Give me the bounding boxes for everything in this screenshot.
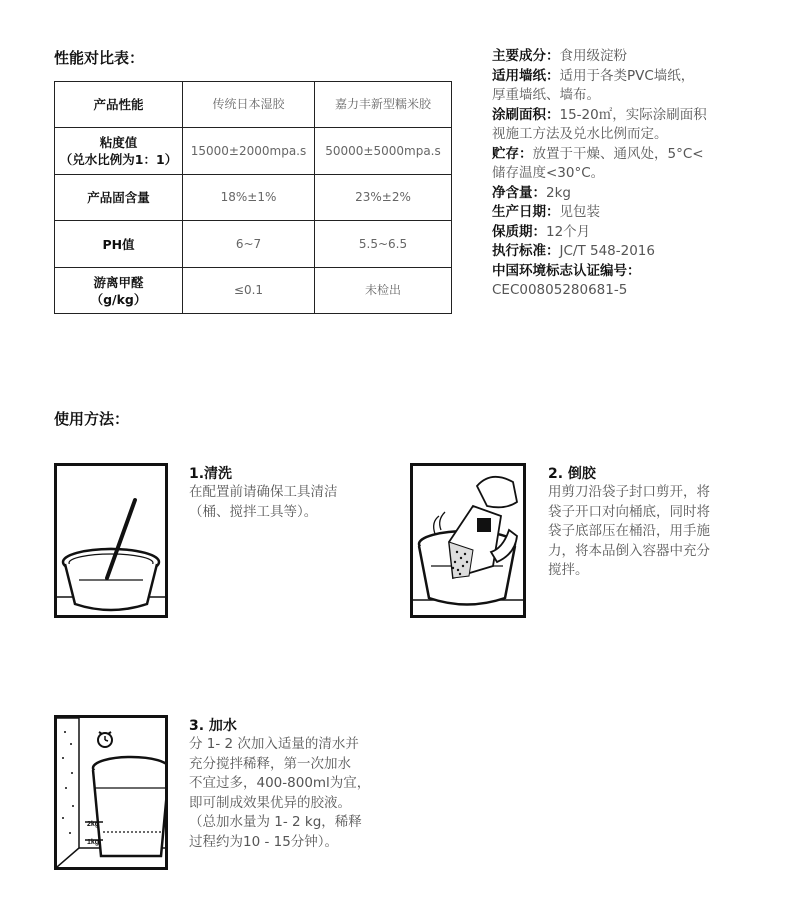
spec-value: 12个月 [546, 223, 591, 240]
header-cell: 产品性能 [55, 82, 183, 128]
spec-wallpaper [492, 67, 762, 87]
spec-key: 净含量： [492, 184, 546, 201]
spec-wallpaper-cont: 厚重墙纸、墙布。 [492, 87, 600, 103]
pour-glue-icon [413, 466, 523, 615]
row-label-line: （g/kg） [90, 291, 147, 307]
table-row [55, 175, 452, 221]
spec-key: 贮存： [492, 145, 533, 162]
step-desc-line: 用剪刀沿袋子封口剪开，将 [548, 484, 710, 500]
spec-storage-cont: 储存温度<30°C。 [492, 165, 605, 181]
row-label: PH值 [55, 221, 183, 268]
step-desc-line: 搅拌。 [548, 562, 589, 578]
table-row [55, 221, 452, 268]
spec-key: 执行标准： [492, 243, 560, 259]
step2-desc [548, 483, 710, 581]
row-label-line: 游离甲醛 [93, 274, 144, 290]
spec-value: 适用于各类PVC墙纸， [559, 67, 695, 84]
row-label-line: 粘度值 [99, 135, 138, 150]
spec-value: 放置于干燥、通风处，5°C< [532, 145, 704, 162]
step3-illustration [54, 715, 168, 870]
add-water-icon [57, 718, 165, 867]
table-row [55, 128, 452, 175]
spec-net [492, 184, 762, 204]
mark-1kg: 1kg [87, 839, 100, 846]
header-cell: 传统日本湿胶 [183, 82, 315, 128]
step1-title: 1.清洗 [189, 466, 233, 482]
table-cell: 50000±5000mpa.s [315, 128, 452, 175]
spec-value: JC/T 548-2016 [559, 243, 655, 259]
table-cell: 未检出 [315, 268, 452, 314]
table-cell: 18%±1% [183, 175, 315, 221]
table-cell: 5.5~6.5 [315, 221, 452, 268]
spec-key: 生产日期： [492, 204, 560, 220]
spec-key: 保质期： [492, 223, 546, 240]
spec-date [492, 203, 762, 223]
product-specs [492, 47, 762, 301]
row-label [55, 128, 183, 175]
row-label [55, 268, 183, 314]
comparison-table [54, 81, 452, 314]
step-desc-line: 充分搅拌稀释，第一次加水 [189, 755, 351, 772]
spec-key: 主要成分： [492, 48, 560, 64]
step-desc-line: 分 1- 2 次加入适量的清水并 [189, 736, 359, 752]
mark-2kg: 2kg [87, 821, 100, 828]
spec-storage [492, 145, 762, 165]
step-desc-line: 过程约为10 - 15分钟）。 [189, 833, 339, 850]
spec-cert [492, 262, 762, 282]
table-cell: 15000±2000mpa.s [183, 128, 315, 175]
step-desc-line: （总加水量为 1- 2 kg，稀释 [189, 814, 362, 830]
step3-title: 3. 加水 [189, 718, 237, 734]
spec-area [492, 106, 762, 126]
step-desc-line: （桶、搅拌工具等）。 [189, 503, 318, 520]
spec-area-cont: 视施工方法及兑水比例而定。 [492, 126, 668, 142]
spec-key: 适用墙纸： [492, 67, 560, 84]
step-desc-line: 袋子开口对向桶底，同时将 [548, 503, 710, 520]
table-cell: ≤0.1 [183, 268, 315, 314]
step-desc-line: 即可制成效果优异的胶液。 [189, 794, 351, 811]
spec-value: 15-20㎡，实际涂刷面积 [559, 106, 707, 123]
step-desc-line: 力，将本品倒入容器中充分 [548, 542, 710, 559]
spec-standard [492, 242, 762, 262]
step2-title: 2. 倒胶 [548, 466, 596, 482]
bucket-with-stick-icon [57, 466, 165, 615]
row-label-line: （兑水比例为1：1） [59, 152, 178, 167]
step-desc-line: 不宜过多，400-800ml为宜， [189, 775, 371, 791]
step1-desc [189, 483, 338, 522]
usage-title: 使用方法： [54, 410, 130, 428]
spec-shelf [492, 223, 762, 243]
header-cell: 嘉力丰新型糯米胶 [315, 82, 452, 128]
spec-key: 中国环境标志认证编号： [492, 262, 641, 279]
spec-key: 涂刷面积： [492, 106, 560, 123]
spec-cert-value: CEC00805280681-5 [492, 282, 628, 298]
alarm-clock-icon [98, 732, 112, 747]
spec-value: 见包装 [559, 204, 600, 220]
table-header-row [55, 82, 452, 128]
step1-illustration [54, 463, 168, 618]
comparison-title: 性能对比表： [54, 49, 145, 67]
spec-ingredient [492, 47, 762, 67]
table-row [55, 268, 452, 314]
step-desc-line: 袋子底部压在桶沿，用手施 [548, 523, 710, 539]
step-desc-line: 在配置前请确保工具清洁 [189, 484, 338, 500]
step2-illustration [410, 463, 526, 618]
spec-value: 食用级淀粉 [559, 48, 627, 64]
step3-desc [189, 735, 370, 852]
spec-value: 2kg [546, 184, 571, 201]
row-label: 产品固含量 [55, 175, 183, 221]
table-cell: 23%±2% [315, 175, 452, 221]
table-cell: 6~7 [183, 221, 315, 268]
